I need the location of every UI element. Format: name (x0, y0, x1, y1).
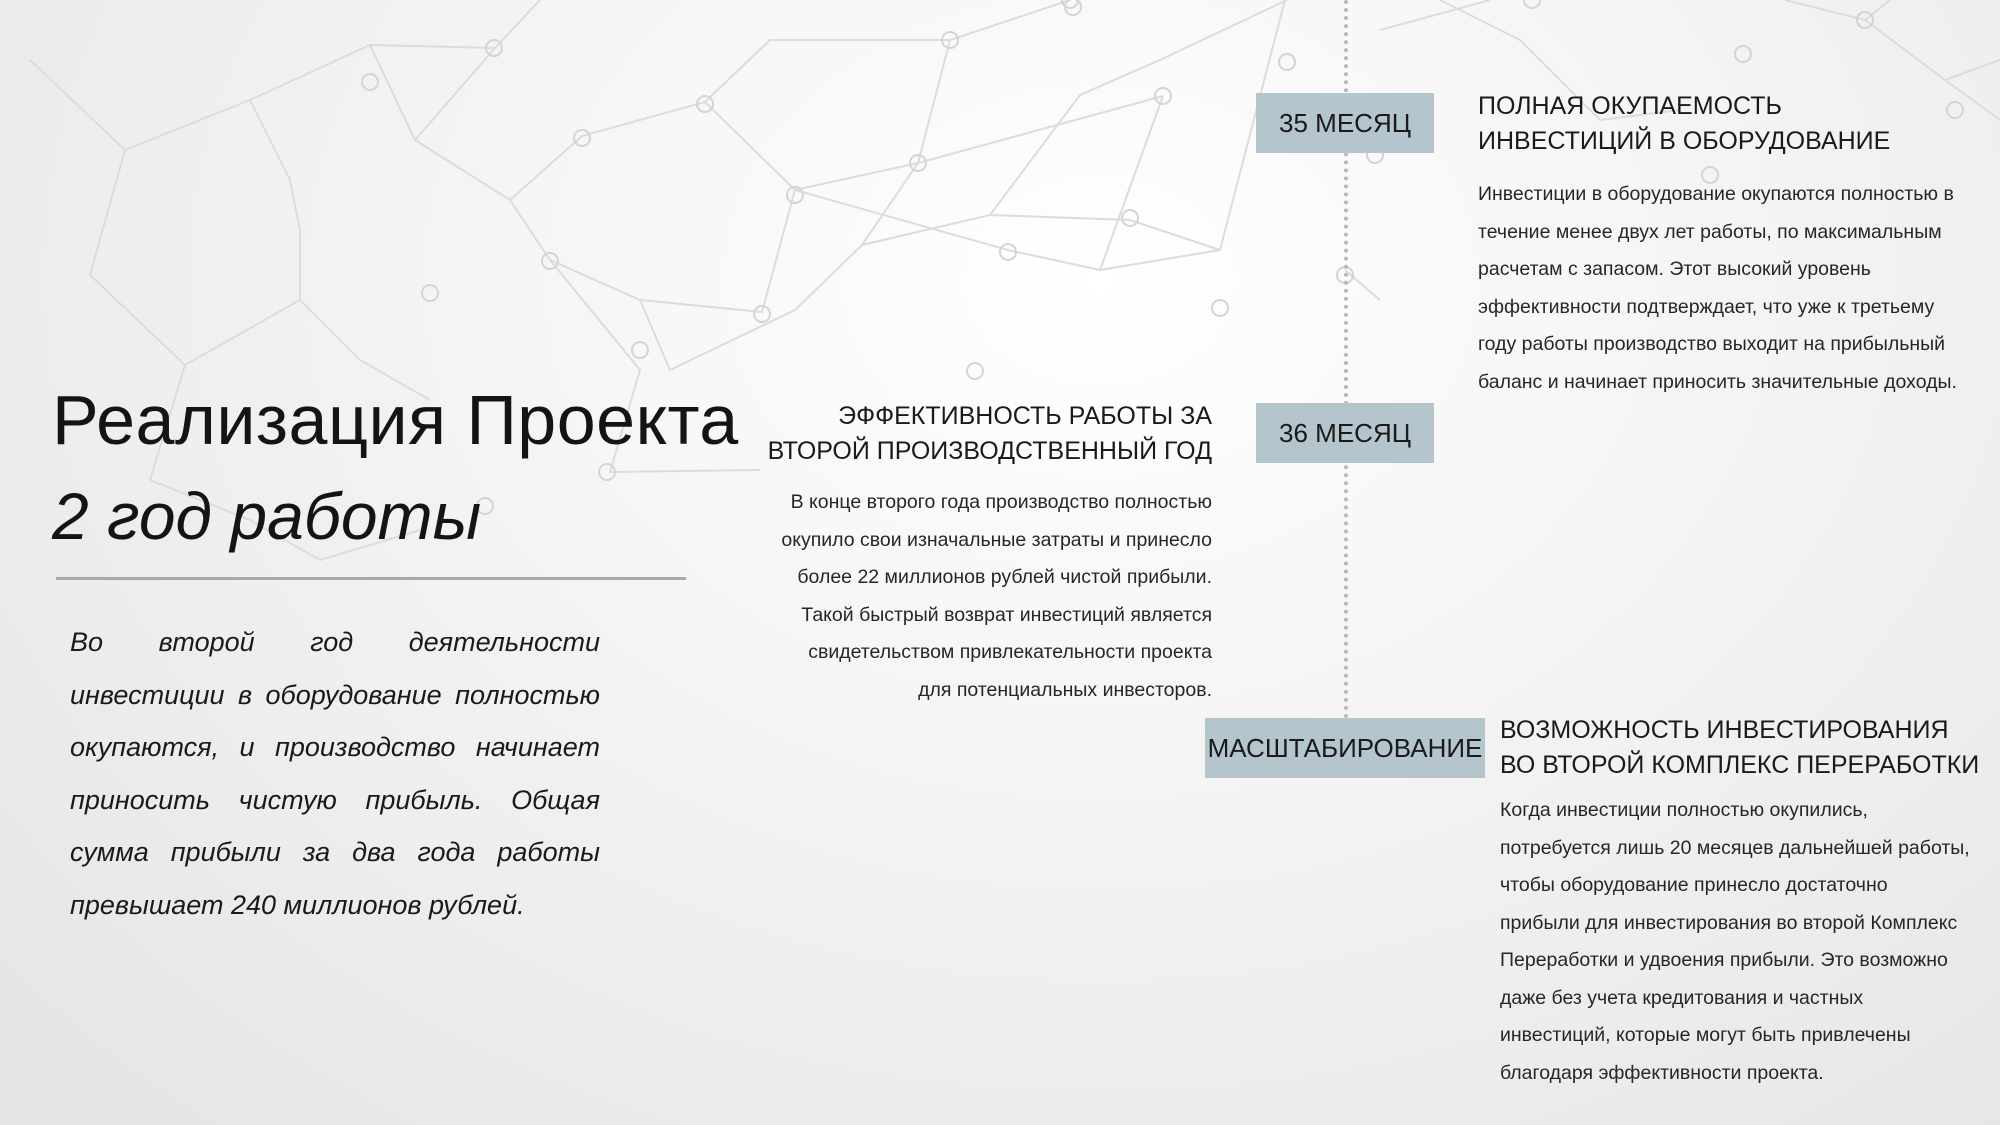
timeline-heading-efficiency (700, 399, 1212, 469)
timeline-heading-payback (1478, 89, 1978, 159)
timeline-text-investment (1500, 792, 2000, 1092)
text-line: расчетам с запасом. Этот высокий уровень (1478, 258, 1871, 280)
intro-paragraph: Во второй год деятельности инвестиции в оборудование полностью окупаются, и производство начинает приносить чистую прибыль. Общая сумма прибыли за два года работы превышает 240 миллионов рублей. (70, 627, 600, 920)
text-line: Переработки и удвоения прибыли. Это возможно (1500, 949, 1948, 971)
page-subtitle: 2 год работы (52, 479, 482, 553)
text-line: течение менее двух лет работы, по максимальным (1478, 220, 1942, 243)
heading-line: ВОЗМОЖНОСТЬ ИНВЕСТИРОВАНИЯ (1500, 716, 1949, 744)
text-line: В конце второго года производство полностью (790, 491, 1212, 513)
page-title: Реализация Проекта (52, 381, 739, 459)
heading-line: ПОЛНАЯ ОКУПАЕМОСТЬ (1478, 92, 1782, 120)
text-line: эффективности подтверждает, что уже к третьему (1478, 295, 1935, 318)
heading-line: ЭФФЕКТИВНОСТЬ РАБОТЫ ЗА (838, 402, 1212, 430)
text-line: окупило свои изначальные затраты и принесло (781, 528, 1212, 551)
timeline-text-efficiency (700, 484, 1212, 709)
timeline-badge-scaling: МАСШТАБИРОВАНИЕ (1205, 718, 1485, 778)
text-line: Когда инвестиции полностью окупились, (1500, 799, 1868, 821)
text-line: прибыли для инвестирования во второй Комплекс (1500, 911, 1958, 934)
text-line: Инвестиции в оборудование окупаются полностью в (1478, 183, 1954, 205)
text-line: более 22 миллионов рублей чистой прибыли. (797, 566, 1212, 588)
timeline-heading-investment (1500, 713, 2000, 783)
heading-line: ИНВЕСТИЦИЙ В ОБОРУДОВАНИЕ (1478, 127, 1891, 155)
text-line: баланс и начинает приносить значительные доходы. (1478, 370, 1957, 393)
text-line: благодаря эффективности проекта. (1500, 1061, 1824, 1084)
text-line: Такой быстрый возврат инвестиций является (801, 603, 1212, 626)
timeline-text-payback (1478, 176, 1998, 401)
text-line: потребуется лишь 20 месяцев дальнейшей работы, (1500, 836, 1970, 859)
timeline-badge-month-35: 35 МЕСЯЦ (1256, 93, 1434, 153)
text-line: году работы производство выходит на прибыльный (1478, 333, 1946, 355)
text-line: для потенциальных инвесторов. (918, 678, 1212, 701)
text-line: инвестиций, которые могут быть привлечены (1500, 1024, 1911, 1046)
title-divider (56, 577, 686, 580)
text-line: чтобы оборудование принесло достаточно (1500, 874, 1888, 896)
heading-line: ВТОРОЙ ПРОИЗВОДСТВЕННЫЙ ГОД (767, 437, 1212, 465)
text-line: свидетельством привлекательности проекта (808, 641, 1212, 663)
text-line: даже без учета кредитования и частных (1500, 986, 1864, 1009)
heading-line: ВО ВТОРОЙ КОМПЛЕКС ПЕРЕРАБОТКИ (1500, 751, 1980, 779)
timeline-badge-month-36: 36 МЕСЯЦ (1256, 403, 1434, 463)
